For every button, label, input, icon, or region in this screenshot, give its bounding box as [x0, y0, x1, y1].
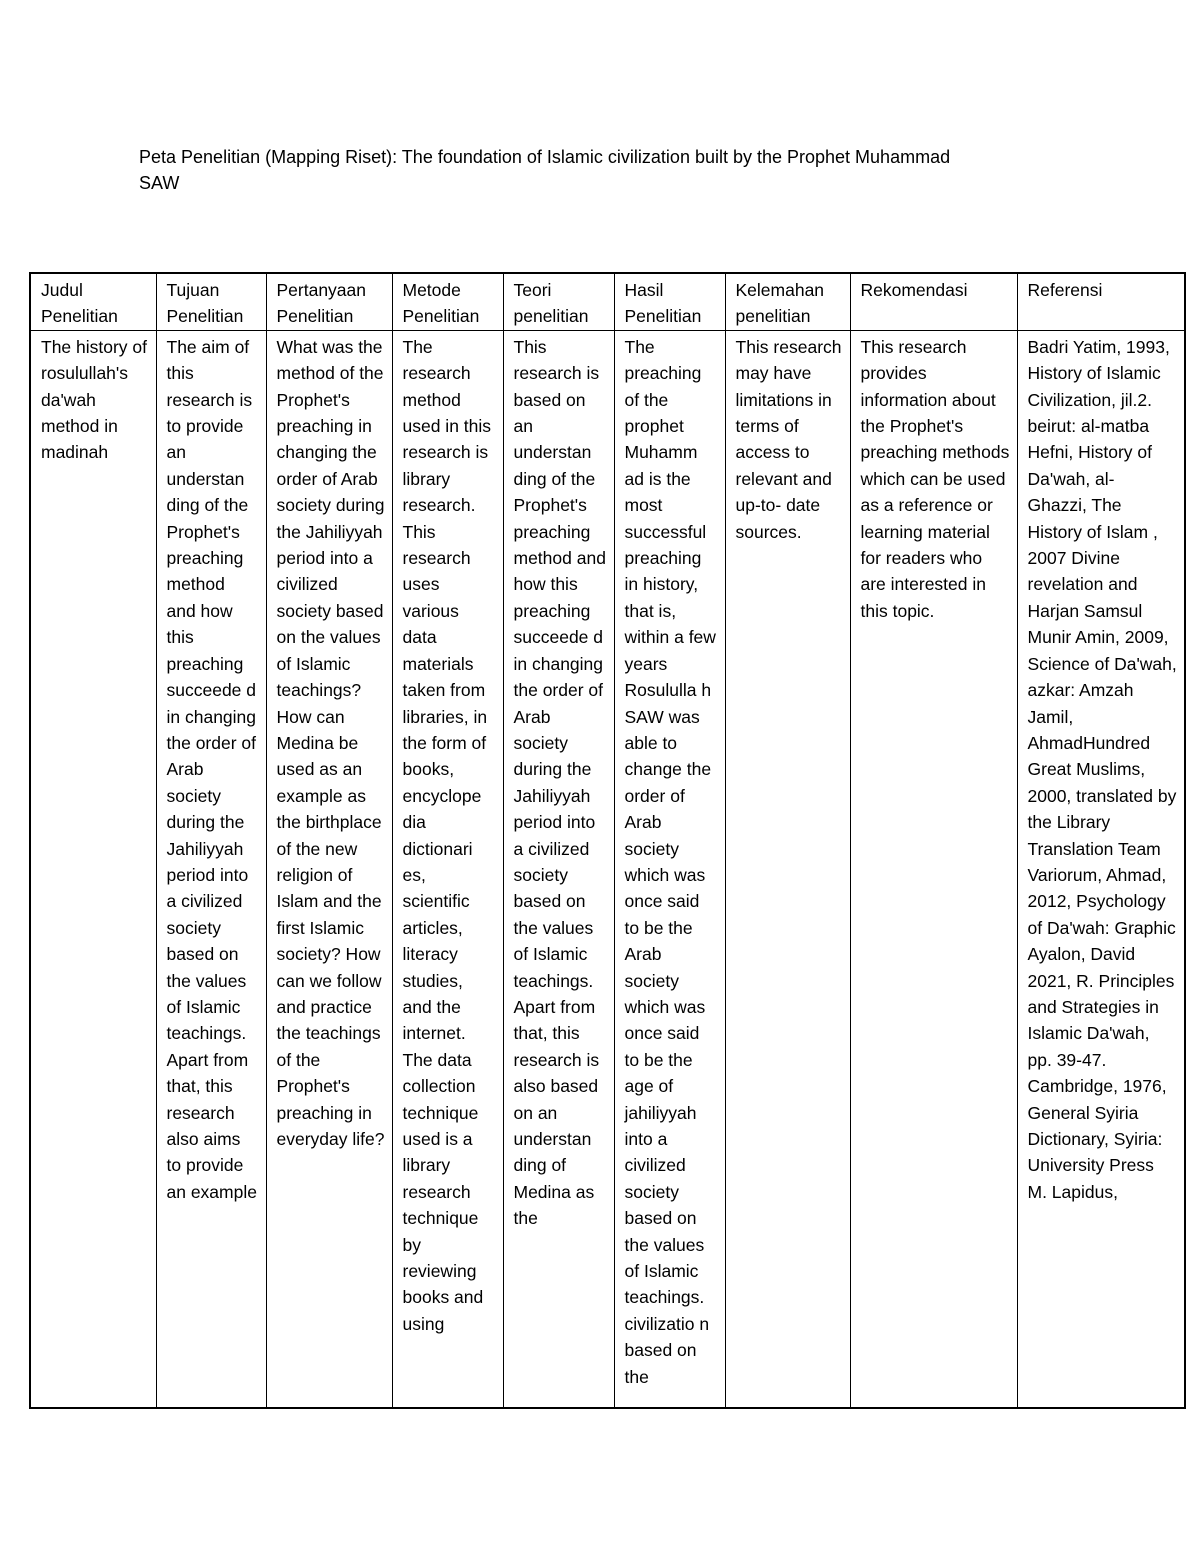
cell-rekomendasi: This research provides information about the Prophet's preaching methods which can be used as a reference or learning material for readers who are interested in this topic.: [850, 330, 1017, 1408]
header-tujuan-penelitian: Tujuan Penelitian: [156, 273, 266, 330]
header-teori-penelitian: Teori penelitian: [503, 273, 614, 330]
cell-hasil-penelitian: The preaching of the prophet Muhamm ad is the most successful preaching in history, that is, within a few years Rosululla h SAW was able to change the order of Arab society which was once said to be the Arab society which was once said to be the age of jahiliyyah into a civilized society based on the values of Islamic teachings. civilizatio n based on the: [614, 330, 725, 1408]
cell-teori-penelitian: This research is based on an understan ding of the Prophet's preaching method and how this preaching succeede d in changing the order of Arab society during the Jahiliyyah period into a civilized society based on the values of Islamic teachings. Apart from that, this research is also based on an understan ding of Medina as the: [503, 330, 614, 1408]
header-rekomendasi: Rekomendasi: [850, 273, 1017, 330]
cell-pertanyaan-penelitian: What was the method of the Prophet's preaching in changing the order of Arab society during the Jahiliyyah period into a civilized society based on the values of Islamic teachings? How can Medina be used as an example as the birthplace of the new religion of Islam and the first Islamic society? How can we follow and practice the teachings of the Prophet's preaching in everyday life?: [266, 330, 392, 1408]
cell-judul-penelitian: The history of rosulullah's da'wah method in madinah: [30, 330, 156, 1408]
header-hasil-penelitian: Hasil Penelitian: [614, 273, 725, 330]
header-pertanyaan-penelitian: Pertanyaan Penelitian: [266, 273, 392, 330]
cell-metode-penelitian: The research method used in this research is library research. This research uses various data materials taken from libraries, in the form of books, encyclope dia dictionari es, scientific articles, literacy studies, and the internet. The data collection technique used is a library research technique by reviewing books and using: [392, 330, 503, 1408]
header-kelemahan-penelitian: Kelemahan penelitian: [725, 273, 850, 330]
header-referensi: Referensi: [1017, 273, 1185, 330]
header-metode-penelitian: Metode Penelitian: [392, 273, 503, 330]
cell-kelemahan-penelitian: This research may have limitations in terms of access to relevant and up-to- date sources.: [725, 330, 850, 1408]
research-mapping-table: [29, 272, 1186, 1409]
page-title-line-1: Peta Penelitian (Mapping Riset): The foundation of Islamic civilization built by the Prophet Muhammad: [139, 147, 951, 167]
cell-tujuan-penelitian: The aim of this research is to provide an understan ding of the Prophet's preaching method and how this preaching succeede d in changing the order of Arab society during the Jahiliyyah period into a civilized society based on the values of Islamic teachings. Apart from that, this research also aims to provide an example: [156, 330, 266, 1408]
page-title-line-2: SAW: [139, 173, 180, 193]
page-title: [139, 144, 1069, 196]
header-judul-penelitian: Judul Penelitian: [30, 273, 156, 330]
table-header-row: [30, 273, 1185, 330]
cell-referensi: Badri Yatim, 1993, History of Islamic Civilization, jil.2. beirut: al-matba Hefni, History of Da'wah, al- Ghazzi, The History of Islam , 2007 Divine revelation and Harjan Samsul Munir Amin, 2009, Science of Da'wah, azkar: Amzah Jamil, AhmadHundred Great Muslims, 2000, translated by the Library Translation Team Variorum, Ahmad, 2012, Psychology of Da'wah: Graphic Ayalon, David 2021, R. Principles and Strategies in Islamic Da'wah, pp. 39-47. Cambridge, 1976, General Syiria Dictionary, Syiria: University Press M. Lapidus,: [1017, 330, 1185, 1408]
table-row: [30, 330, 1185, 1408]
